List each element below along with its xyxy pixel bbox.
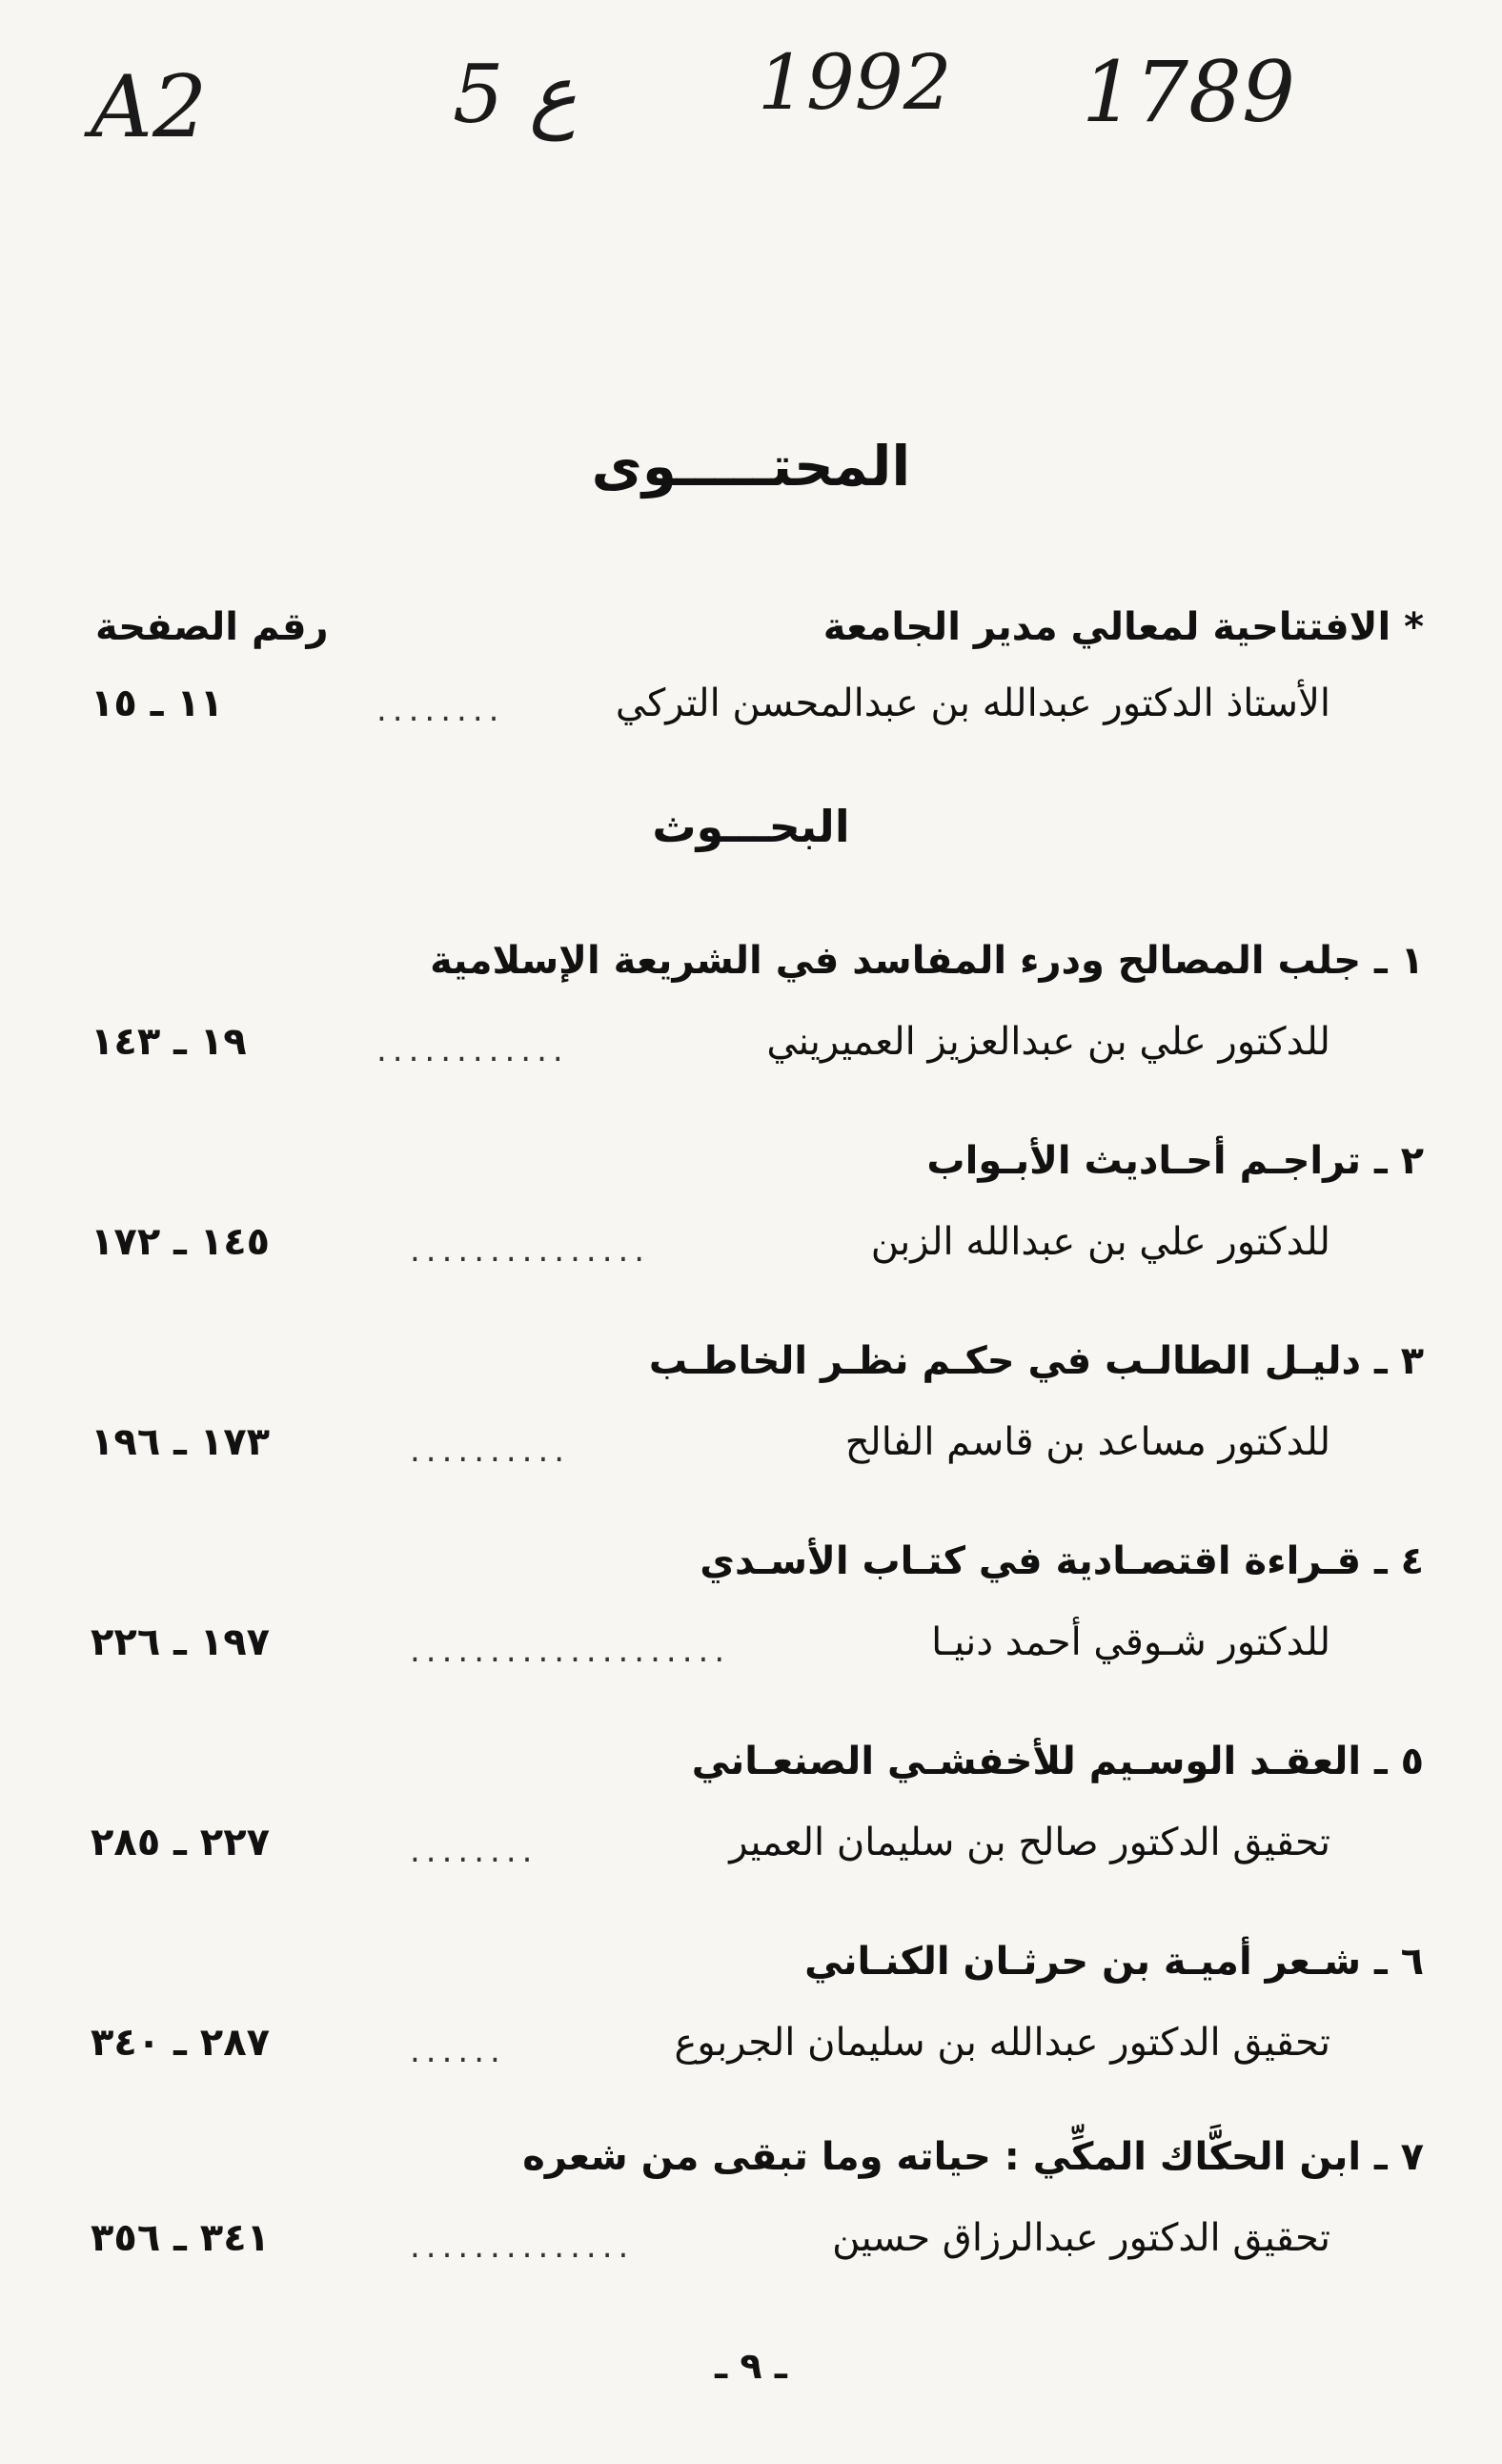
page-title: المحتـــــوى bbox=[591, 434, 911, 499]
entry-title: ٤ ـ قـراءة اقتصـادية في كتـاب الأسـدي bbox=[700, 1539, 1424, 1583]
entry-pages: ١٧٣ ـ ١٩٦ bbox=[91, 1420, 271, 1464]
handwritten-annotations bbox=[91, 38, 1349, 219]
dot-leader: ............ bbox=[376, 1031, 569, 1069]
handwritten-number: 1789 bbox=[1082, 43, 1295, 141]
intro-heading: * الافتتاحية لمعالي مدير الجامعة bbox=[822, 605, 1424, 649]
entry-pages: ١٤٥ ـ ١٧٢ bbox=[91, 1220, 271, 1264]
dot-leader: ............... bbox=[410, 1232, 651, 1270]
handwritten-code: A2 bbox=[91, 57, 208, 157]
page-number: ـ ٩ ـ bbox=[715, 2345, 787, 2387]
entry-pages: ١٩ ـ ١٤٣ bbox=[91, 1020, 247, 1064]
dot-leader: .................... bbox=[410, 1632, 731, 1670]
dot-leader: .......... bbox=[410, 1432, 571, 1470]
dot-leader: ........ bbox=[376, 691, 505, 729]
entry-pages: ٣٤١ ـ ٣٥٦ bbox=[91, 2216, 271, 2260]
handwritten-year: 1992 bbox=[758, 38, 952, 127]
entry-title: ٣ ـ دليـل الطالـب في حكـم نظـر الخاطـب bbox=[648, 1339, 1424, 1383]
entry-pages: ٢٨٧ ـ ٣٤٠ bbox=[91, 2021, 271, 2065]
entry-author: تحقيق الدكتور عبدالرزاق حسين bbox=[832, 2216, 1330, 2260]
entry-author: للدكتور شـوقي أحمد دنيـا bbox=[931, 1620, 1330, 1664]
entry-pages: ٢٢٧ ـ ٢٨٥ bbox=[91, 1821, 271, 1864]
page-number-column-header: رقم الصفحة bbox=[95, 605, 329, 649]
entry-author: للدكتور مساعد بن قاسم الفالح bbox=[844, 1420, 1330, 1464]
entry-title: ٥ ـ العقـد الوسـيم للأخفشـي الصنعـاني bbox=[691, 1740, 1424, 1783]
dot-leader: .............. bbox=[410, 2228, 635, 2266]
handwritten-shelf: 5 ع bbox=[453, 48, 578, 141]
dot-leader: ........ bbox=[410, 1832, 538, 1870]
dot-leader: ...... bbox=[410, 2032, 506, 2070]
intro-author: الأستاذ الدكتور عبدالله بن عبدالمحسن التركي bbox=[615, 682, 1330, 725]
entry-author: تحقيق الدكتور عبدالله بن سليمان الجربوع bbox=[674, 2021, 1330, 2065]
section-heading: البحـــوث bbox=[652, 801, 850, 852]
intro-pages: ١١ ـ ١٥ bbox=[91, 682, 224, 725]
entry-title: ٢ ـ تراجـم أحـاديث الأبـواب bbox=[926, 1139, 1424, 1183]
entry-title: ٧ ـ ابن الحكَّاك المكِّي : حياته وما تبقى من شعره bbox=[522, 2135, 1424, 2179]
entry-author: للدكتور علي بن عبدالله الزبن bbox=[870, 1220, 1330, 1264]
entry-author: للدكتور علي بن عبدالعزيز العميريني bbox=[766, 1020, 1330, 1064]
entry-pages: ١٩٧ ـ ٢٢٦ bbox=[91, 1620, 271, 1664]
entry-title: ١ ـ جلب المصالح ودرء المفاسد في الشريعة الإسلامية bbox=[430, 939, 1424, 983]
entry-author: تحقيق الدكتور صالح بن سليمان العمير bbox=[729, 1821, 1330, 1864]
entry-title: ٦ ـ شـعر أميـة بن حرثـان الكنـاني bbox=[804, 1940, 1424, 1984]
